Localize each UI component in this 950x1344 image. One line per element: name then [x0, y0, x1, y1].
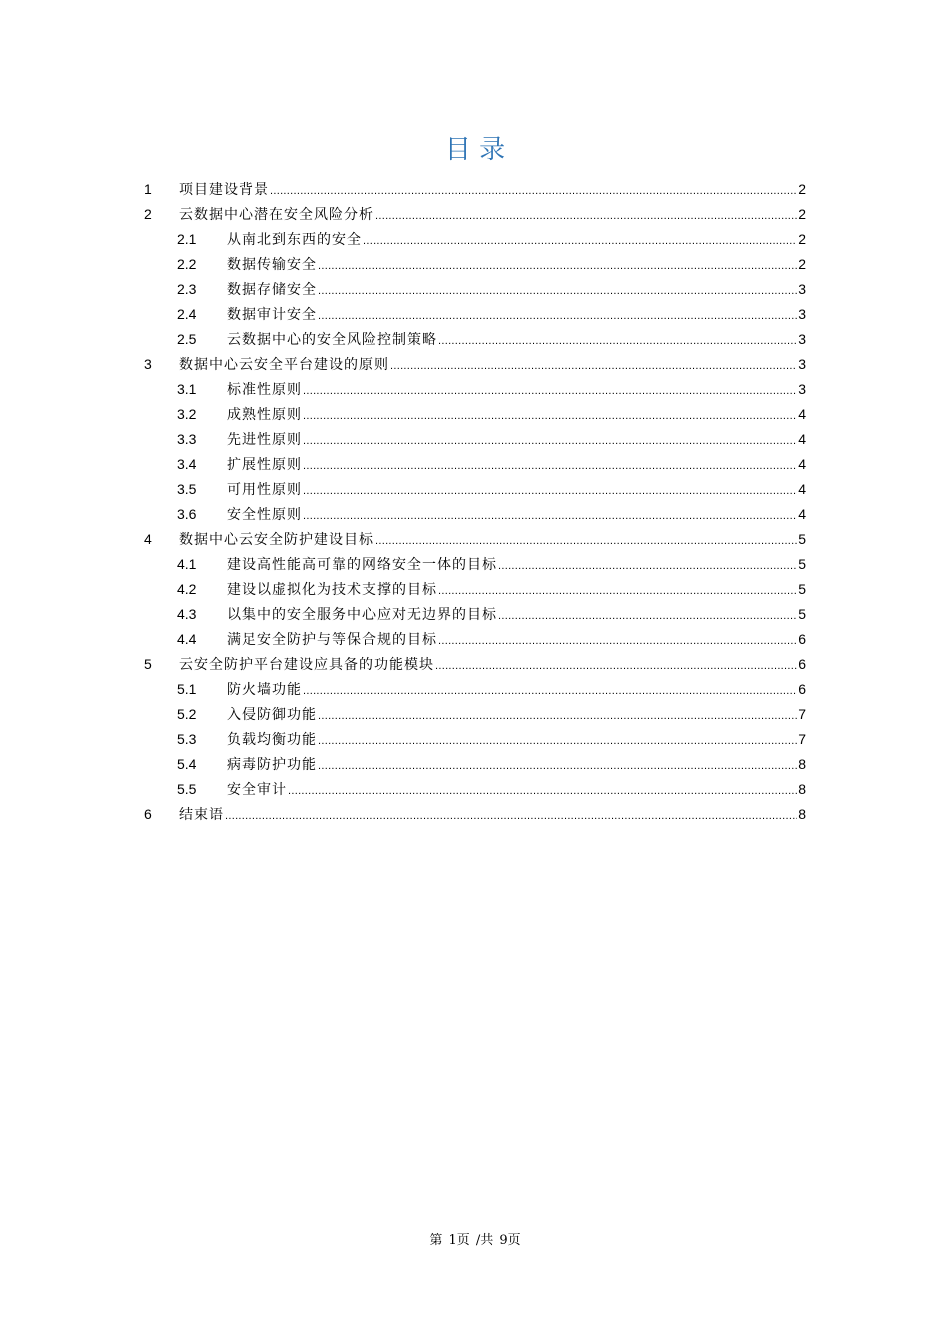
toc-entry-title[interactable]: 数据中心云安全平台建设的原则: [179, 357, 389, 373]
toc-entry-page-number: 2: [798, 181, 806, 197]
toc-entry-number: 3.6: [177, 506, 197, 522]
toc-entry-page-number: 3: [798, 306, 806, 322]
toc-entry-page-number: 4: [798, 406, 806, 422]
toc-entry-number: 2.5: [177, 331, 197, 347]
toc-entry-number: 5.3: [177, 731, 197, 747]
toc-entry-page-number: 5: [798, 531, 806, 547]
toc-entry[interactable]: [144, 452, 806, 477]
toc-dot-leader: [318, 729, 797, 754]
toc-dot-leader: [303, 504, 797, 529]
toc-entry-page-number: 3: [798, 381, 806, 397]
toc-dot-leader: [375, 529, 797, 554]
toc-entry-page-number: 2: [798, 206, 806, 222]
toc-entry-number: 2.4: [177, 306, 197, 322]
toc-entry-page-number: 8: [798, 756, 806, 772]
toc-dot-leader: [303, 429, 797, 454]
toc-entry-page-number: 7: [798, 706, 806, 722]
toc-entry-title[interactable]: 建设高性能高可靠的网络安全一体的目标: [227, 557, 497, 573]
toc-entry-number: 4: [144, 531, 152, 547]
toc-entry-title[interactable]: 项目建设背景: [179, 182, 269, 198]
toc-dot-leader: [225, 804, 797, 829]
toc-dot-leader: [318, 279, 797, 304]
toc-entry-title[interactable]: 标准性原则: [227, 382, 302, 398]
toc-entry-number: 3.5: [177, 481, 197, 497]
toc-dot-leader: [438, 329, 797, 354]
toc-entry-title[interactable]: 负载均衡功能: [227, 732, 317, 748]
page-footer: 第 1页 /共 9页: [429, 1233, 521, 1248]
toc-entry-title[interactable]: 云数据中心的安全风险控制策略: [227, 332, 437, 348]
toc-entry[interactable]: [144, 752, 806, 777]
toc-entry-number: 4.3: [177, 606, 197, 622]
toc-entry-number: 2.3: [177, 281, 197, 297]
toc-entry[interactable]: [144, 377, 806, 402]
toc-entry-page-number: 4: [798, 506, 806, 522]
toc-dot-leader: [318, 754, 797, 779]
toc-dot-leader: [303, 404, 797, 429]
toc-dot-leader: [303, 679, 797, 704]
toc-entry[interactable]: [144, 302, 806, 327]
toc-entry-number: 3: [144, 356, 152, 372]
toc-entry-title[interactable]: 成熟性原则: [227, 407, 302, 423]
toc-entry[interactable]: [144, 277, 806, 302]
toc-entry-number: 5.4: [177, 756, 197, 772]
toc-entry-title[interactable]: 可用性原则: [227, 482, 302, 498]
toc-dot-leader: [303, 479, 797, 504]
toc-entry[interactable]: [144, 502, 806, 527]
toc-entry-page-number: 6: [798, 656, 806, 672]
toc-dot-leader: [435, 654, 797, 679]
toc-entry-page-number: 3: [798, 281, 806, 297]
toc-dot-leader: [318, 254, 797, 279]
toc-dot-leader: [318, 304, 797, 329]
toc-entry-title[interactable]: 数据中心云安全防护建设目标: [179, 532, 374, 548]
toc-entry-page-number: 2: [798, 231, 806, 247]
toc-entry-title[interactable]: 结束语: [179, 807, 224, 823]
toc-entry[interactable]: [144, 202, 806, 227]
toc-entry[interactable]: [144, 652, 806, 677]
toc-entry-number: 5: [144, 656, 152, 672]
toc-entry[interactable]: [144, 577, 806, 602]
toc-entry-number: 2: [144, 206, 152, 222]
toc-entry-title[interactable]: 云安全防护平台建设应具备的功能模块: [179, 657, 434, 673]
toc-entry[interactable]: [144, 477, 806, 502]
toc-entry[interactable]: [144, 777, 806, 802]
toc-entry-page-number: 3: [798, 356, 806, 372]
toc-entry[interactable]: [144, 352, 806, 377]
toc-entry[interactable]: [144, 602, 806, 627]
toc-entry[interactable]: [144, 677, 806, 702]
toc-entry[interactable]: [144, 552, 806, 577]
toc-dot-leader: [390, 354, 797, 379]
toc-entry-number: 2.1: [177, 231, 197, 247]
toc-entry-title[interactable]: 安全性原则: [227, 507, 302, 523]
toc-entry-title[interactable]: 从南北到东西的安全: [227, 232, 362, 248]
toc-entry-page-number: 4: [798, 481, 806, 497]
toc-dot-leader: [303, 379, 797, 404]
toc-entry-number: 4.4: [177, 631, 197, 647]
toc-entry[interactable]: [144, 227, 806, 252]
toc-entry-title[interactable]: 数据审计安全: [227, 307, 317, 323]
toc-entry-title[interactable]: 数据传输安全: [227, 257, 317, 273]
toc-entry-number: 1: [144, 181, 152, 197]
toc-entry-number: 4.2: [177, 581, 197, 597]
toc-entry-title[interactable]: 数据存储安全: [227, 282, 317, 298]
toc-entry[interactable]: [144, 177, 806, 202]
toc-entry-number: 5.2: [177, 706, 197, 722]
toc-dot-leader: [375, 204, 797, 229]
toc-entry-title[interactable]: 安全审计: [227, 782, 287, 798]
toc-entry-title[interactable]: 云数据中心潜在安全风险分析: [179, 207, 374, 223]
toc-entry-page-number: 4: [798, 431, 806, 447]
toc-entry-number: 3.1: [177, 381, 197, 397]
toc-entry[interactable]: [144, 402, 806, 427]
toc-entry-title[interactable]: 满足安全防护与等保合规的目标: [227, 632, 437, 648]
toc-entry-page-number: 2: [798, 256, 806, 272]
toc-entry-title[interactable]: 扩展性原则: [227, 457, 302, 473]
toc-entry-number: 3.3: [177, 431, 197, 447]
toc-entry-number: 2.2: [177, 256, 197, 272]
toc-entry[interactable]: [144, 427, 806, 452]
toc-entry-page-number: 4: [798, 456, 806, 472]
toc-entry[interactable]: [144, 527, 806, 552]
toc-entry-title[interactable]: 建设以虚拟化为技术支撑的目标: [227, 582, 437, 598]
toc-entry-page-number: 8: [798, 781, 806, 797]
toc-entry[interactable]: [144, 727, 806, 752]
toc-entry-number: 5.5: [177, 781, 197, 797]
toc-entry[interactable]: [144, 627, 806, 652]
toc-entry-page-number: 7: [798, 731, 806, 747]
toc-dot-leader: [498, 554, 797, 579]
toc-dot-leader: [363, 229, 797, 254]
toc-dot-leader: [438, 579, 797, 604]
toc-entry-title[interactable]: 防火墙功能: [227, 682, 302, 698]
toc-title: 目 录: [444, 135, 506, 165]
toc-dot-leader: [318, 704, 797, 729]
toc-entry-number: 6: [144, 806, 152, 822]
toc-dot-leader: [303, 454, 797, 479]
toc-entry-page-number: 5: [798, 606, 806, 622]
toc-dot-leader: [498, 604, 797, 629]
toc-entry-number: 3.2: [177, 406, 197, 422]
toc-entry-number: 3.4: [177, 456, 197, 472]
toc-dot-leader: [438, 629, 797, 654]
toc-entry[interactable]: [144, 252, 806, 277]
toc-entry-number: 4.1: [177, 556, 197, 572]
toc-entry[interactable]: [144, 802, 806, 827]
toc-entry-page-number: 6: [798, 631, 806, 647]
toc-dot-leader: [288, 779, 797, 804]
toc-entry-title[interactable]: 入侵防御功能: [227, 707, 317, 723]
toc-entry-page-number: 3: [798, 331, 806, 347]
toc-entry-title[interactable]: 病毒防护功能: [227, 757, 317, 773]
toc-entry-page-number: 8: [798, 806, 806, 822]
toc-entry-title[interactable]: 先进性原则: [227, 432, 302, 448]
toc-entry-page-number: 6: [798, 681, 806, 697]
table-of-contents: [144, 177, 806, 827]
toc-dot-leader: [270, 179, 797, 204]
toc-entry-page-number: 5: [798, 556, 806, 572]
toc-entry-page-number: 5: [798, 581, 806, 597]
toc-entry[interactable]: [144, 327, 806, 352]
toc-entry[interactable]: [144, 702, 806, 727]
toc-entry-title[interactable]: 以集中的安全服务中心应对无边界的目标: [227, 607, 497, 623]
toc-entry-number: 5.1: [177, 681, 197, 697]
